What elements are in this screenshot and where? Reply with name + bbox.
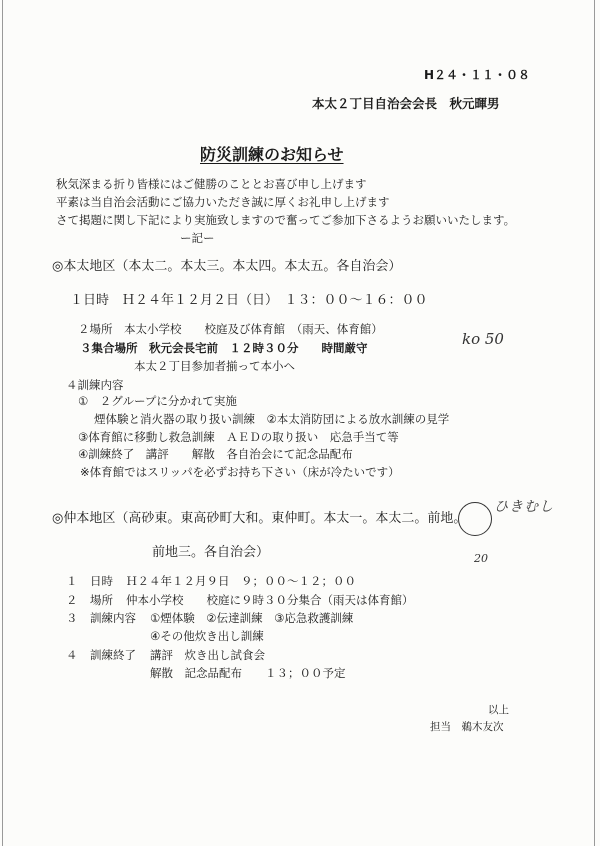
document-title: 防災訓練のお知らせ	[200, 145, 344, 164]
district2-row-num: ４	[66, 648, 78, 662]
handwritten-note-20: 20	[474, 552, 488, 565]
kiki-marker: ー記ー	[180, 231, 215, 245]
district1-training-item: ※体育館ではスリッパを必ずお持ち下さい（床が冷たいです）	[80, 465, 400, 479]
district1-heading: ◎本太地区（本太二。本太三。本太四。本太五。各自治会）	[52, 259, 402, 274]
district1-place: ２場所 本太小学校 校庭及び体育館 （雨天、体育館）	[78, 322, 383, 336]
handwritten-note-ko50: ko 50	[462, 330, 504, 348]
district1-training-item: ④訓練終了 講評 解散 各自治会にて記念品配布	[78, 447, 353, 461]
district1-training-item: 煙体験と消火器の取り扱い訓練 ②本太消防団による放水訓練の見学	[94, 412, 450, 426]
district2-row-num: ３	[66, 611, 78, 625]
district1-training-item: ① ２グループに分かれて実施	[78, 394, 237, 408]
footer-ijou: 以上	[488, 704, 509, 716]
district1-datetime: １日時 Ｈ２４年１２月２日（日） １３：００〜１６：００	[70, 293, 428, 308]
handwritten-circle	[458, 502, 492, 536]
district2-row-num: １	[66, 574, 78, 588]
district2-row-text: ④その他炊き出し訓練	[150, 629, 264, 643]
intro-line-3: さて掲題に関し下記により実施致しますので奮ってご参加下さるようお願いいたします。	[56, 213, 516, 227]
district2-row-text: 解散 記念品配布 １３；００予定	[150, 666, 346, 680]
district1-assembly: ３集合場所 秋元会長宅前 １２時３０分 時間厳守	[80, 341, 368, 355]
district2-row-label: 場所	[90, 593, 113, 607]
page-edge-left	[2, 0, 3, 846]
page-edge-right	[594, 0, 595, 846]
district2-row-text: ①煙体験 ②伝達訓練 ③応急救護訓練	[150, 611, 354, 625]
district2-row-text: 講評 炊き出し試食会	[150, 648, 265, 662]
district1-training-label: ４訓練内容	[66, 378, 124, 392]
district2-row-label: 訓練内容	[90, 611, 136, 625]
district2-heading: ◎仲本地区（高砂東。東高砂町大和。東仲町。本太一。本太二。前地。	[52, 511, 467, 526]
footer-tantou: 担当 鵜木友次	[430, 721, 504, 733]
intro-line-2: 平素は当自治会活動にご協力いただき誠に厚くお礼申し上げます	[56, 195, 390, 209]
handwritten-note-hikimushi: ひきむし	[494, 499, 554, 515]
district1-assembly-note: 本太２丁目参加者揃って本小へ	[134, 359, 295, 373]
district1-training-item: ③体育館に移動し救急訓練 ＡＥＤの取り扱い 応急手当て等	[78, 430, 399, 444]
intro-line-1: 秋気深まる折り皆様にはご健勝のこととお喜び申し上げます	[56, 177, 367, 191]
district2-heading-cont: 前地三。各自治会）	[152, 545, 270, 560]
district2-row-num: ２	[66, 593, 78, 607]
document-author: 本太２丁目自治会会長 秋元暉男	[312, 96, 500, 111]
district2-row-label: 日時	[90, 574, 113, 588]
district2-row-text: 仲本小学校 校庭に９時３０分集合（雨天は体育館）	[126, 593, 414, 607]
district2-row-text: Ｈ２４年１２月９日 ９；００〜１２；００	[126, 574, 356, 588]
document-date: H２４・１１・０８	[424, 68, 531, 82]
district2-row-label: 訓練終了	[90, 648, 136, 662]
